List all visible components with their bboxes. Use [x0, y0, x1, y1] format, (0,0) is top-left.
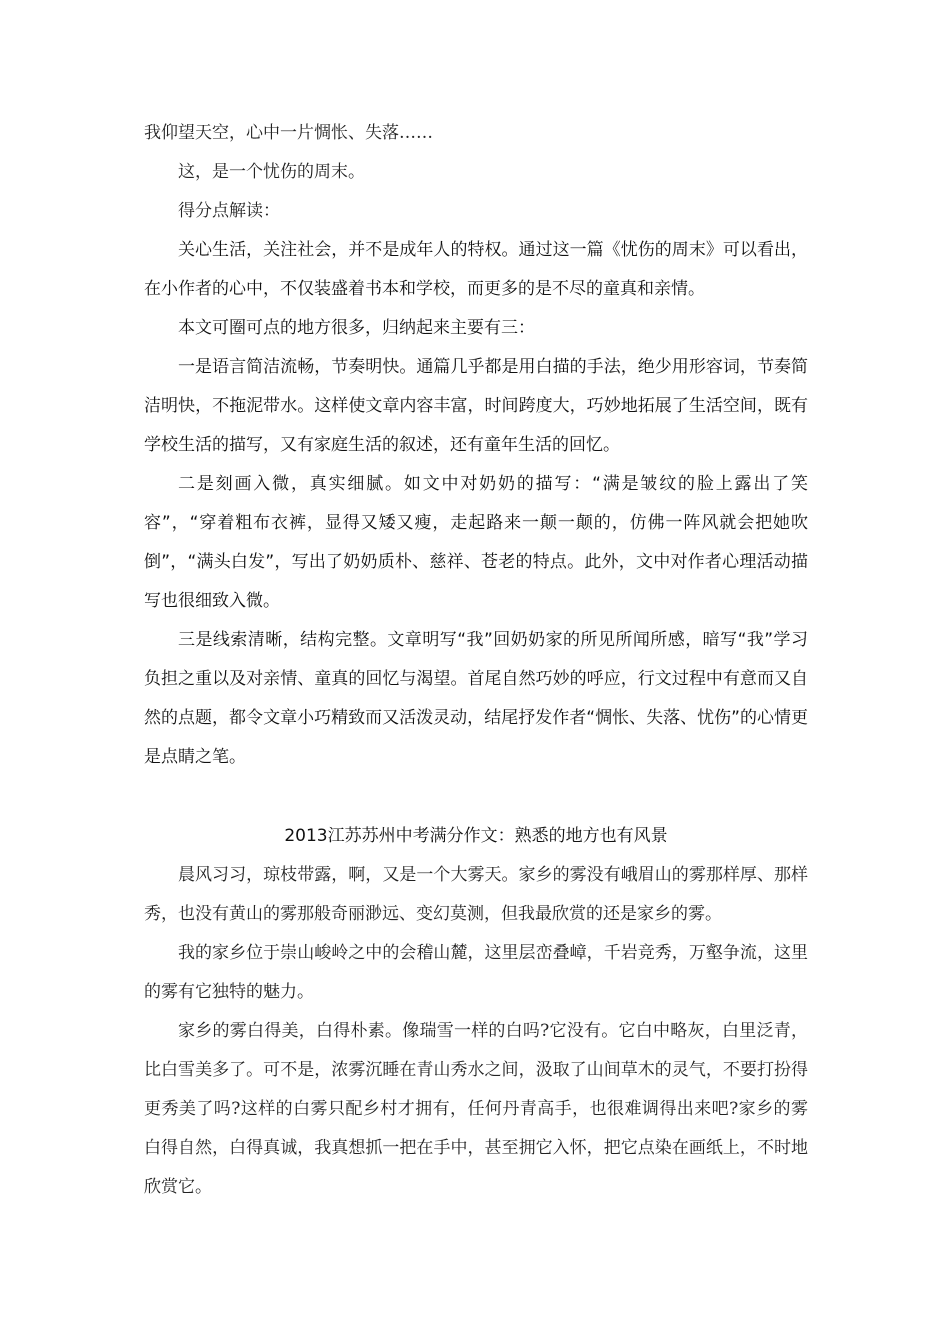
essay-paragraph-1: 晨风习习，琼枝带露，啊，又是一个大雾天。家乡的雾没有峨眉山的雾那样厚、那样秀，也没有黄山的雾那般奇丽渺远、变幻莫测，但我最欣赏的还是家乡的雾。	[144, 865, 808, 924]
commentary-intro: 关心生活，关注社会，并不是成年人的特权。通过这一篇《忧伤的周末》可以看出，在小作者的心中，不仅装盛着书本和学校，而更多的是不尽的童真和亲情。	[144, 240, 808, 299]
essay-title: 2013江苏苏州中考满分作文：熟悉的地方也有风景	[284, 826, 668, 846]
essay-paragraph-3: 家乡的雾白得美，白得朴素。像瑞雪一样的白吗?它没有。它白中略灰，白里泛青，比白雪美多了。可不是，浓雾沉睡在青山秀水之间，汲取了山间草木的灵气，不要打扮得更秀美了吗?这样的白雾只配乡村才拥有，任何丹青高手，也很难调得出来吧?家乡的雾白得自然，白得真诚，我真想抓一把在手中，甚至拥它入怀，把它点染在画纸上，不时地欣赏它。	[144, 1021, 808, 1197]
essay-paragraph-2: 我的家乡位于崇山峻岭之中的会稽山麓，这里层峦叠嶂，千岩竞秀，万壑争流，这里的雾有它独特的魅力。	[144, 943, 808, 1002]
text-column	[144, 114, 808, 1207]
commentary-summary: 本文可圈可点的地方很多，归纳起来主要有三：	[178, 318, 535, 338]
commentary-point-3: 三是线索清晰，结构完整。文章明写“我”回奶奶家的所见所闻所感，暗写“我”学习负担之重以及对亲情、童真的回忆与渴望。首尾自然巧妙的呼应，行文过程中有意而又自然的点题，都令文章小巧精致而又活泼灵动，结尾抒发作者“惆怅、失落、忧伤”的心情更是点睛之笔。	[144, 630, 808, 767]
paragraph-sad-weekend: 这，是一个忧伤的周末。	[178, 162, 365, 182]
commentary-point-2: 二是刻画入微，真实细腻。如文中对奶奶的描写：“满是皱纹的脸上露出了笑容”，“穿着粗布衣裤，显得又矮又瘦，走起路来一颠一颠的，仿佛一阵风就会把她吹倒”，“满头白发”，写出了奶奶质朴、慈祥、苍老的特点。此外，文中对作者心理活动描写也很细致入微。	[144, 474, 808, 611]
scoring-heading: 得分点解读：	[178, 201, 280, 221]
paragraph-sky: 我仰望天空，心中一片惆怅、失落……	[144, 123, 433, 143]
commentary-point-1: 一是语言简洁流畅，节奏明快。通篇几乎都是用白描的手法，绝少用形容词，节奏简洁明快，不拖泥带水。这样使文章内容丰富，时间跨度大，巧妙地拓展了生活空间，既有学校生活的描写，又有家庭生活的叙述，还有童年生活的回忆。	[144, 357, 808, 455]
